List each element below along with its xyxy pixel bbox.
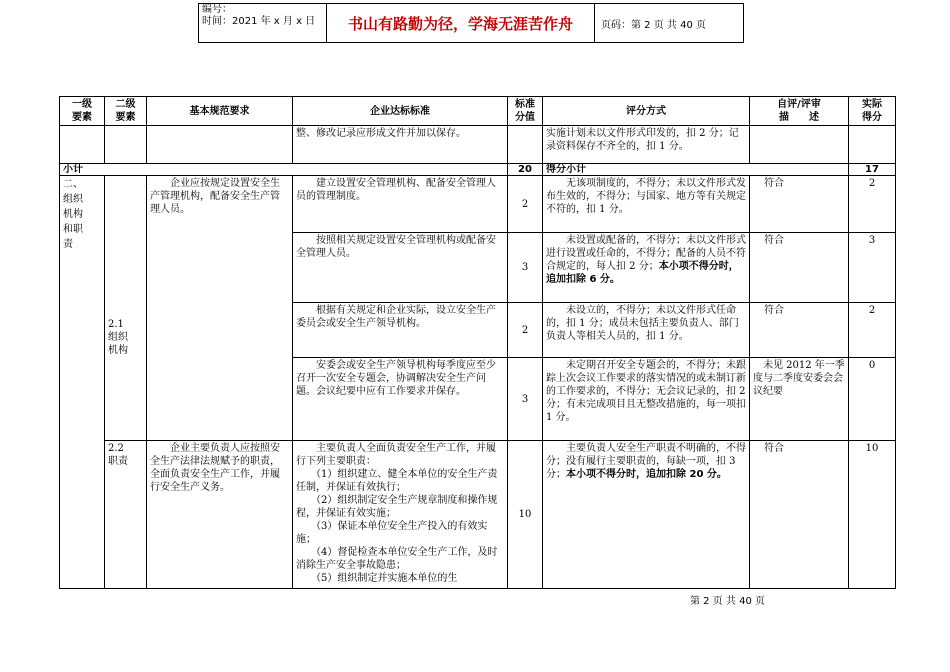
desc-cell: 符合 (750, 441, 849, 589)
desc-cell: 未见 2012 年一季度与二季度安委会会议纪要 (750, 358, 849, 441)
col-header-scoring: 评分方式 (543, 97, 750, 126)
col-header-desc: 自评/评审 描 述 (750, 97, 849, 126)
page-footer: 第 2 页 共 40 页 (690, 596, 765, 607)
col-header-actual: 实际 得分 (849, 97, 896, 126)
actual-cell: 10 (849, 441, 896, 589)
scoring-cell: 未设立的，不得分；未以文件形式任命的，扣 1 分；成员未包括主要负责人、部门负责人等相关人员的，扣 1 分。 (543, 303, 750, 358)
standard-cell: 主要负责人全面负责安全生产工作，并履行下列主要职责： （1）组织建立、健全本单位的安全生产责任制，并保证有效执行； （2）组织制定安全生产规章制度和操作规程，并保证有效实施； （3）保证本单位安全生产投入的有效实施； （4）督促检查本单位安全生产工作，及时消除生产安全事故隐患； （5）组织制定并实施本单位的生 (293, 441, 508, 589)
header-row (60, 97, 896, 126)
actual-cell: 2 (849, 303, 896, 358)
standards-table (59, 96, 896, 589)
level2-cell: 2.2 职责 (105, 441, 147, 589)
table-row (60, 441, 896, 589)
level1-cell: 二、 组织 机构 和职 责 (60, 176, 105, 589)
col-header-standard: 企业达标标准 (293, 97, 508, 126)
scoring-penalty: 本小项不得分时，追加扣除 6 分。 (546, 261, 739, 285)
scoring-penalty: 本小项不得分时，追加扣除 20 分。 (566, 469, 727, 480)
motto: 书山有路勤为径，学海无涯苦作舟 (327, 4, 595, 42)
page-label: 页码：第 2 页 共 40 页 (601, 19, 706, 31)
actual-cell: 2 (849, 176, 896, 233)
standard-cell: 安委会或安全生产领导机构每季度应至少召开一次安全专题会，协调解决安全生产问题。会议纪要中应有工作要求并保存。 (293, 358, 508, 441)
scoring-cell: 未定期召开安全专题会的，不得分；未跟踪上次会议工作要求的落实情况的或未制订新的工作要求的，不得分；无会议记录的，扣 2 分；有未完成项目且无整改措施的，每一项扣 1 分。 (543, 358, 750, 441)
number-label: 编号： (202, 4, 232, 15)
table-row (60, 176, 896, 233)
desc-cell: 符合 (750, 233, 849, 303)
desc-cell: 符合 (750, 176, 849, 233)
score-cell: 2 (508, 303, 543, 358)
subtotal-row (60, 164, 896, 176)
level2-cell: 2.1 组织 机构 (105, 176, 147, 441)
score-cell: 2 (508, 176, 543, 233)
scoring-text: 未设置或配备的，不得分；未以文件形式进行设置或任命的，不得分；配备的人员不符合规定的，每人扣 2 分； (546, 235, 746, 272)
score-cell: 10 (508, 441, 543, 589)
page-header (198, 3, 744, 43)
subtotal-label: 小计 (60, 164, 508, 176)
standard-cell: 整、修改记录应形成文件并加以保存。 (293, 126, 508, 164)
subtotal-actual: 17 (849, 164, 896, 176)
time-label: 时间：2021 年 x 月 x 日 (202, 16, 316, 27)
scoring-cell: 实施计划未以文件形式印发的，扣 2 分；记录资料保存不齐全的，扣 1 分。 (543, 126, 750, 164)
score-cell: 3 (508, 233, 543, 303)
scoring-cell (543, 233, 750, 303)
actual-cell: 0 (849, 358, 896, 441)
standard-cell: 建立设置安全管理机构、配备安全管理人员的管理制度。 (293, 176, 508, 233)
subtotal-score-label: 得分小计 (543, 164, 849, 176)
standard-cell: 按照相关规定设置安全管理机构或配备安全管理人员。 (293, 233, 508, 303)
scoring-cell: 无该项制度的，不得分；未以文件形式发布生效的，不得分；与国家、地方等有关规定不符的，扣 1 分。 (543, 176, 750, 233)
col-header-score: 标准 分值 (508, 97, 543, 126)
scoring-text: 主要负责人安全生产职责不明确的，不得分；没有履行主要职责的，每缺一项，扣 3 分； (546, 443, 746, 480)
score-cell: 3 (508, 358, 543, 441)
table-row (60, 126, 896, 164)
requirement-cell: 企业应按规定设置安全生产管理机构，配备安全生产管理人员。 (147, 176, 293, 441)
col-header-level1: 一级 要素 (60, 97, 105, 126)
col-header-level2: 二级 要素 (105, 97, 147, 126)
scoring-cell (543, 441, 750, 589)
actual-cell: 3 (849, 233, 896, 303)
col-header-requirement: 基本规范要求 (147, 97, 293, 126)
header-meta (199, 4, 327, 42)
requirement-cell: 企业主要负责人应按照安全生产法律法规赋予的职责，全面负责安全生产工作，并履行安全生产义务。 (147, 441, 293, 589)
desc-cell: 符合 (750, 303, 849, 358)
standard-cell: 根据有关规定和企业实际，设立安全生产委员会或安全生产领导机构。 (293, 303, 508, 358)
subtotal-score: 20 (508, 164, 543, 176)
